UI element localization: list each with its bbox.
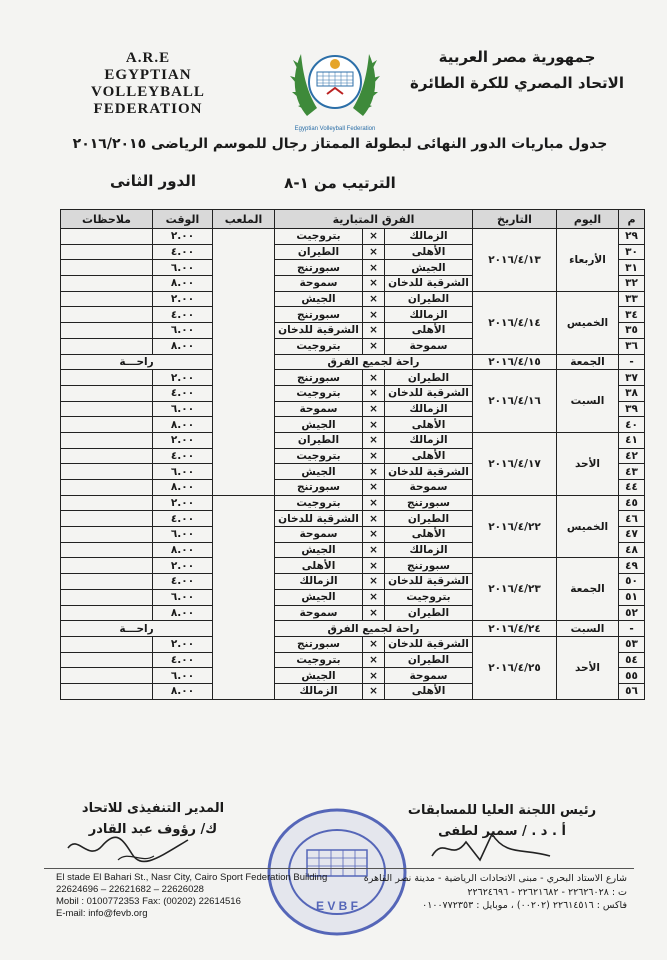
col-header-time: الوقت: [153, 210, 213, 229]
away-team: سموحة: [275, 401, 363, 417]
col-header-teams: الفرق المتبارية: [275, 210, 473, 229]
home-team: الزمالك: [385, 542, 473, 558]
match-number: -: [619, 621, 645, 637]
match-number: ٣٤: [619, 307, 645, 323]
match-time: ٢.٠٠: [153, 229, 213, 245]
home-team: سبورتنج: [385, 495, 473, 511]
notes-cell: [61, 276, 153, 292]
federation-name-english: [48, 50, 248, 118]
versus-mark: ×: [363, 605, 385, 621]
match-date: ٢٠١٦/٤/٢٥: [473, 636, 557, 699]
rest-day-label: راحة لجميع الفرق: [275, 354, 473, 370]
away-team: بتروجيت: [275, 495, 363, 511]
away-team: الجيش: [275, 668, 363, 684]
match-day: الأحد: [557, 432, 619, 495]
versus-mark: ×: [363, 464, 385, 480]
away-team: الزمالك: [275, 574, 363, 590]
col-header-date: التاريخ: [473, 210, 557, 229]
versus-mark: ×: [363, 432, 385, 448]
match-time: ٨.٠٠: [153, 338, 213, 354]
match-day: الأربعاء: [557, 229, 619, 292]
match-date: ٢٠١٦/٤/٢٤: [473, 621, 557, 637]
home-team: الأهلى: [385, 417, 473, 433]
signature-name: أ . د . / سمير لطفى: [438, 824, 566, 839]
match-time: ٤.٠٠: [153, 307, 213, 323]
home-team: الشرقية للدخان: [385, 574, 473, 590]
match-number: ٣١: [619, 260, 645, 276]
away-team: الجيش: [275, 542, 363, 558]
document-title: جدول مباريات الدور النهائى لبطولة الممتاز رجال للموسم الرياضى ٢٠١٦/٢٠١٥: [72, 136, 608, 152]
schedule-table: [60, 209, 645, 700]
notes-cell: [61, 636, 153, 652]
signature-title: رئيس اللجنة العليا للمسابقات: [407, 803, 597, 818]
logo-caption: Egyptian Volleyball Federation: [294, 126, 376, 132]
rest-note: راحـــة: [61, 354, 213, 370]
match-number: ٥٦: [619, 683, 645, 699]
match-time: ٨.٠٠: [153, 417, 213, 433]
fed-en-line: EGYPTIAN VOLLEYBALL: [91, 67, 205, 100]
versus-mark: ×: [363, 495, 385, 511]
match-number: -: [619, 354, 645, 370]
match-date: ٢٠١٦/٤/١٦: [473, 370, 557, 433]
footer-line: شارع الاستاد البحري - مبنى الاتحادات الرياضية - مدينة نصر القاهرة: [363, 873, 627, 884]
venue-cell: [213, 495, 275, 699]
away-team: سموحة: [275, 276, 363, 292]
match-number: ٣٨: [619, 385, 645, 401]
notes-cell: [61, 527, 153, 543]
match-number: ٣٢: [619, 276, 645, 292]
col-header-num: م: [619, 210, 645, 229]
home-team: الأهلى: [385, 244, 473, 260]
versus-mark: ×: [363, 244, 385, 260]
footer-line: ت : ٢٢٦٢٦٠٢٨ - ٢٢٦٢١٦٨٢ - ٢٢٦٢٤٦٩٦: [467, 886, 627, 898]
ranking-subtitle: الترتيب من ١-٨: [284, 174, 396, 192]
stamp-text: E V B F: [315, 899, 359, 913]
notes-cell: [61, 307, 153, 323]
table-header-row: [61, 210, 645, 229]
away-team: بتروجيت: [275, 338, 363, 354]
home-team: الطيران: [385, 511, 473, 527]
notes-cell: [61, 511, 153, 527]
match-time: ٨.٠٠: [153, 542, 213, 558]
away-team: الجيش: [275, 417, 363, 433]
match-day: الخميس: [557, 291, 619, 354]
versus-mark: ×: [363, 229, 385, 245]
match-number: ٤٨: [619, 542, 645, 558]
match-time: ٦.٠٠: [153, 668, 213, 684]
home-team: الزمالك: [385, 401, 473, 417]
notes-cell: [61, 229, 153, 245]
away-team: بتروجيت: [275, 448, 363, 464]
away-team: الشرقية للدخان: [275, 323, 363, 339]
away-team: سموحة: [275, 527, 363, 543]
notes-cell: [61, 401, 153, 417]
home-team: الأهلى: [385, 527, 473, 543]
match-time: ٢.٠٠: [153, 495, 213, 511]
footer-line: Mobil : 0100772353 Fax: (00202) 22614516: [56, 896, 241, 907]
match-number: ٥٤: [619, 652, 645, 668]
home-team: سموحة: [385, 480, 473, 496]
match-number: ٤١: [619, 432, 645, 448]
notes-cell: [61, 589, 153, 605]
home-team: الشرقية للدخان: [385, 276, 473, 292]
away-team: الطيران: [275, 244, 363, 260]
match-time: ٨.٠٠: [153, 276, 213, 292]
home-team: بتروجيت: [385, 589, 473, 605]
away-team: سموحة: [275, 605, 363, 621]
federation-name-arabic: [407, 44, 627, 96]
match-time: ٤.٠٠: [153, 244, 213, 260]
rest-note: راحـــة: [61, 621, 213, 637]
notes-cell: [61, 291, 153, 307]
match-row: [61, 291, 645, 307]
match-number: ٤٢: [619, 448, 645, 464]
home-team: الزمالك: [385, 229, 473, 245]
signature-block-left: [58, 798, 248, 840]
match-time: ٤.٠٠: [153, 385, 213, 401]
match-date: ٢٠١٦/٤/٢٢: [473, 495, 557, 558]
versus-mark: ×: [363, 636, 385, 652]
match-day: السبت: [557, 621, 619, 637]
match-number: ٤٤: [619, 480, 645, 496]
col-header-venue: الملعب: [213, 210, 275, 229]
match-time: ٢.٠٠: [153, 558, 213, 574]
notes-cell: [61, 448, 153, 464]
match-time: ٤.٠٠: [153, 574, 213, 590]
rest-day-row: [61, 621, 645, 637]
versus-mark: ×: [363, 401, 385, 417]
notes-cell: [61, 652, 153, 668]
match-time: ٢.٠٠: [153, 636, 213, 652]
match-number: ٤٩: [619, 558, 645, 574]
versus-mark: ×: [363, 558, 385, 574]
match-number: ٥٠: [619, 574, 645, 590]
match-time: ٨.٠٠: [153, 605, 213, 621]
match-row: [61, 558, 645, 574]
match-number: ٣٧: [619, 370, 645, 386]
versus-mark: ×: [363, 291, 385, 307]
footer-divider: [44, 868, 634, 869]
match-time: ٤.٠٠: [153, 448, 213, 464]
match-row: [61, 636, 645, 652]
home-team: الطيران: [385, 291, 473, 307]
match-time: ٤.٠٠: [153, 652, 213, 668]
notes-cell: [61, 558, 153, 574]
away-team: سبورتنج: [275, 260, 363, 276]
versus-mark: ×: [363, 527, 385, 543]
away-team: الجيش: [275, 464, 363, 480]
home-team: الجيش: [385, 260, 473, 276]
match-row: [61, 229, 645, 245]
match-row: [61, 495, 645, 511]
rest-day-row: [61, 354, 645, 370]
match-day: الجمعة: [557, 558, 619, 621]
away-team: بتروجيت: [275, 229, 363, 245]
match-number: ٣٦: [619, 338, 645, 354]
fed-en-line: A.R.E: [125, 50, 171, 66]
col-header-notes: ملاحظات: [61, 210, 153, 229]
match-number: ٥٢: [619, 605, 645, 621]
home-team: الزمالك: [385, 307, 473, 323]
signature-name: ك/ رؤوف عبد القادر: [88, 822, 218, 837]
home-team: الأهلى: [385, 448, 473, 464]
match-number: ٣٣: [619, 291, 645, 307]
home-team: الأهلى: [385, 323, 473, 339]
notes-cell: [61, 385, 153, 401]
notes-cell: [61, 574, 153, 590]
match-date: ٢٠١٦/٤/١٧: [473, 432, 557, 495]
match-time: ٢.٠٠: [153, 432, 213, 448]
versus-mark: ×: [363, 276, 385, 292]
versus-mark: ×: [363, 652, 385, 668]
versus-mark: ×: [363, 480, 385, 496]
versus-mark: ×: [363, 370, 385, 386]
match-time: ٦.٠٠: [153, 323, 213, 339]
match-time: ٦.٠٠: [153, 260, 213, 276]
versus-mark: ×: [363, 542, 385, 558]
notes-cell: [61, 432, 153, 448]
match-day: الخميس: [557, 495, 619, 558]
match-date: ٢٠١٦/٤/١٥: [473, 354, 557, 370]
notes-cell: [61, 683, 153, 699]
versus-mark: ×: [363, 307, 385, 323]
match-time: ٨.٠٠: [153, 480, 213, 496]
away-team: سبورتنج: [275, 370, 363, 386]
footer-line: El stade El Bahari St., Nasr City, Cairo Sport Federation Building: [56, 872, 328, 883]
match-time: ٦.٠٠: [153, 401, 213, 417]
footer-line: فاكس : ٢٢٦١٤٥١٦ (٠٠٢٠٢) ، موبايل : ٠١٠٠٧٧٢٣٥٣: [422, 900, 627, 911]
match-number: ٥٥: [619, 668, 645, 684]
match-number: ٥١: [619, 589, 645, 605]
round-label: الدور الثانى: [110, 172, 196, 190]
home-team: الشرقية للدخان: [385, 385, 473, 401]
match-time: ٢.٠٠: [153, 370, 213, 386]
notes-cell: [61, 542, 153, 558]
federation-logo: [287, 30, 383, 134]
home-team: سبورتنج: [385, 558, 473, 574]
home-team: الأهلى: [385, 683, 473, 699]
away-team: سبورتنج: [275, 307, 363, 323]
signature-block-right: [377, 800, 627, 842]
fed-ar-line: الاتحاد المصري للكرة الطائرة: [410, 74, 624, 92]
venue-cell: [213, 229, 275, 496]
away-team: الطيران: [275, 432, 363, 448]
match-number: ٤٧: [619, 527, 645, 543]
match-number: ٤٦: [619, 511, 645, 527]
home-team: الطيران: [385, 652, 473, 668]
away-team: سبورتنج: [275, 636, 363, 652]
notes-cell: [61, 260, 153, 276]
match-time: ٨.٠٠: [153, 683, 213, 699]
away-team: الجيش: [275, 589, 363, 605]
footer-line: E-mail: info@fevb.org: [56, 908, 148, 919]
versus-mark: ×: [363, 323, 385, 339]
footer-address-arabic: [327, 872, 627, 913]
home-team: سموحة: [385, 338, 473, 354]
match-day: الأحد: [557, 636, 619, 699]
match-number: ٣٠: [619, 244, 645, 260]
versus-mark: ×: [363, 683, 385, 699]
notes-cell: [61, 417, 153, 433]
match-row: [61, 370, 645, 386]
match-time: ٦.٠٠: [153, 527, 213, 543]
match-time: ٦.٠٠: [153, 464, 213, 480]
notes-cell: [61, 464, 153, 480]
match-date: ٢٠١٦/٤/١٣: [473, 229, 557, 292]
notes-cell: [61, 668, 153, 684]
notes-cell: [61, 605, 153, 621]
rest-day-label: راحة لجميع الفرق: [275, 621, 473, 637]
versus-mark: ×: [363, 511, 385, 527]
versus-mark: ×: [363, 448, 385, 464]
notes-cell: [61, 323, 153, 339]
versus-mark: ×: [363, 417, 385, 433]
versus-mark: ×: [363, 260, 385, 276]
away-team: الزمالك: [275, 683, 363, 699]
match-day: الجمعة: [557, 354, 619, 370]
match-date: ٢٠١٦/٤/٢٣: [473, 558, 557, 621]
away-team: سبورتنج: [275, 480, 363, 496]
match-time: ٤.٠٠: [153, 511, 213, 527]
col-header-day: اليوم: [557, 210, 619, 229]
versus-mark: ×: [363, 338, 385, 354]
signature-title: المدير التنفيذى للاتحاد: [81, 801, 225, 816]
match-time: ٢.٠٠: [153, 291, 213, 307]
away-team: الجيش: [275, 291, 363, 307]
away-team: الأهلى: [275, 558, 363, 574]
away-team: الشرقية للدخان: [275, 511, 363, 527]
home-team: الشرقية للدخان: [385, 464, 473, 480]
match-number: ٣٥: [619, 323, 645, 339]
fed-en-line: FEDERATION: [93, 101, 203, 117]
home-team: الطيران: [385, 605, 473, 621]
match-time: ٦.٠٠: [153, 589, 213, 605]
away-team: بتروجيت: [275, 652, 363, 668]
versus-mark: ×: [363, 574, 385, 590]
versus-mark: ×: [363, 668, 385, 684]
away-team: بتروجيت: [275, 385, 363, 401]
match-row: [61, 432, 645, 448]
home-team: سموحة: [385, 668, 473, 684]
notes-cell: [61, 370, 153, 386]
match-number: ٣٩: [619, 401, 645, 417]
footer-line: 22624696 – 22621682 – 22626028: [56, 884, 204, 895]
versus-mark: ×: [363, 589, 385, 605]
notes-cell: [61, 244, 153, 260]
match-number: ٤٠: [619, 417, 645, 433]
match-number: ٢٩: [619, 229, 645, 245]
home-team: الشرقية للدخان: [385, 636, 473, 652]
home-team: الزمالك: [385, 432, 473, 448]
notes-cell: [61, 338, 153, 354]
home-team: الطيران: [385, 370, 473, 386]
versus-mark: ×: [363, 385, 385, 401]
match-date: ٢٠١٦/٤/١٤: [473, 291, 557, 354]
match-number: ٥٣: [619, 636, 645, 652]
fed-ar-line: جمهورية مصر العربية: [438, 48, 596, 66]
match-number: ٤٥: [619, 495, 645, 511]
notes-cell: [61, 495, 153, 511]
match-number: ٤٣: [619, 464, 645, 480]
match-day: السبت: [557, 370, 619, 433]
notes-cell: [61, 480, 153, 496]
